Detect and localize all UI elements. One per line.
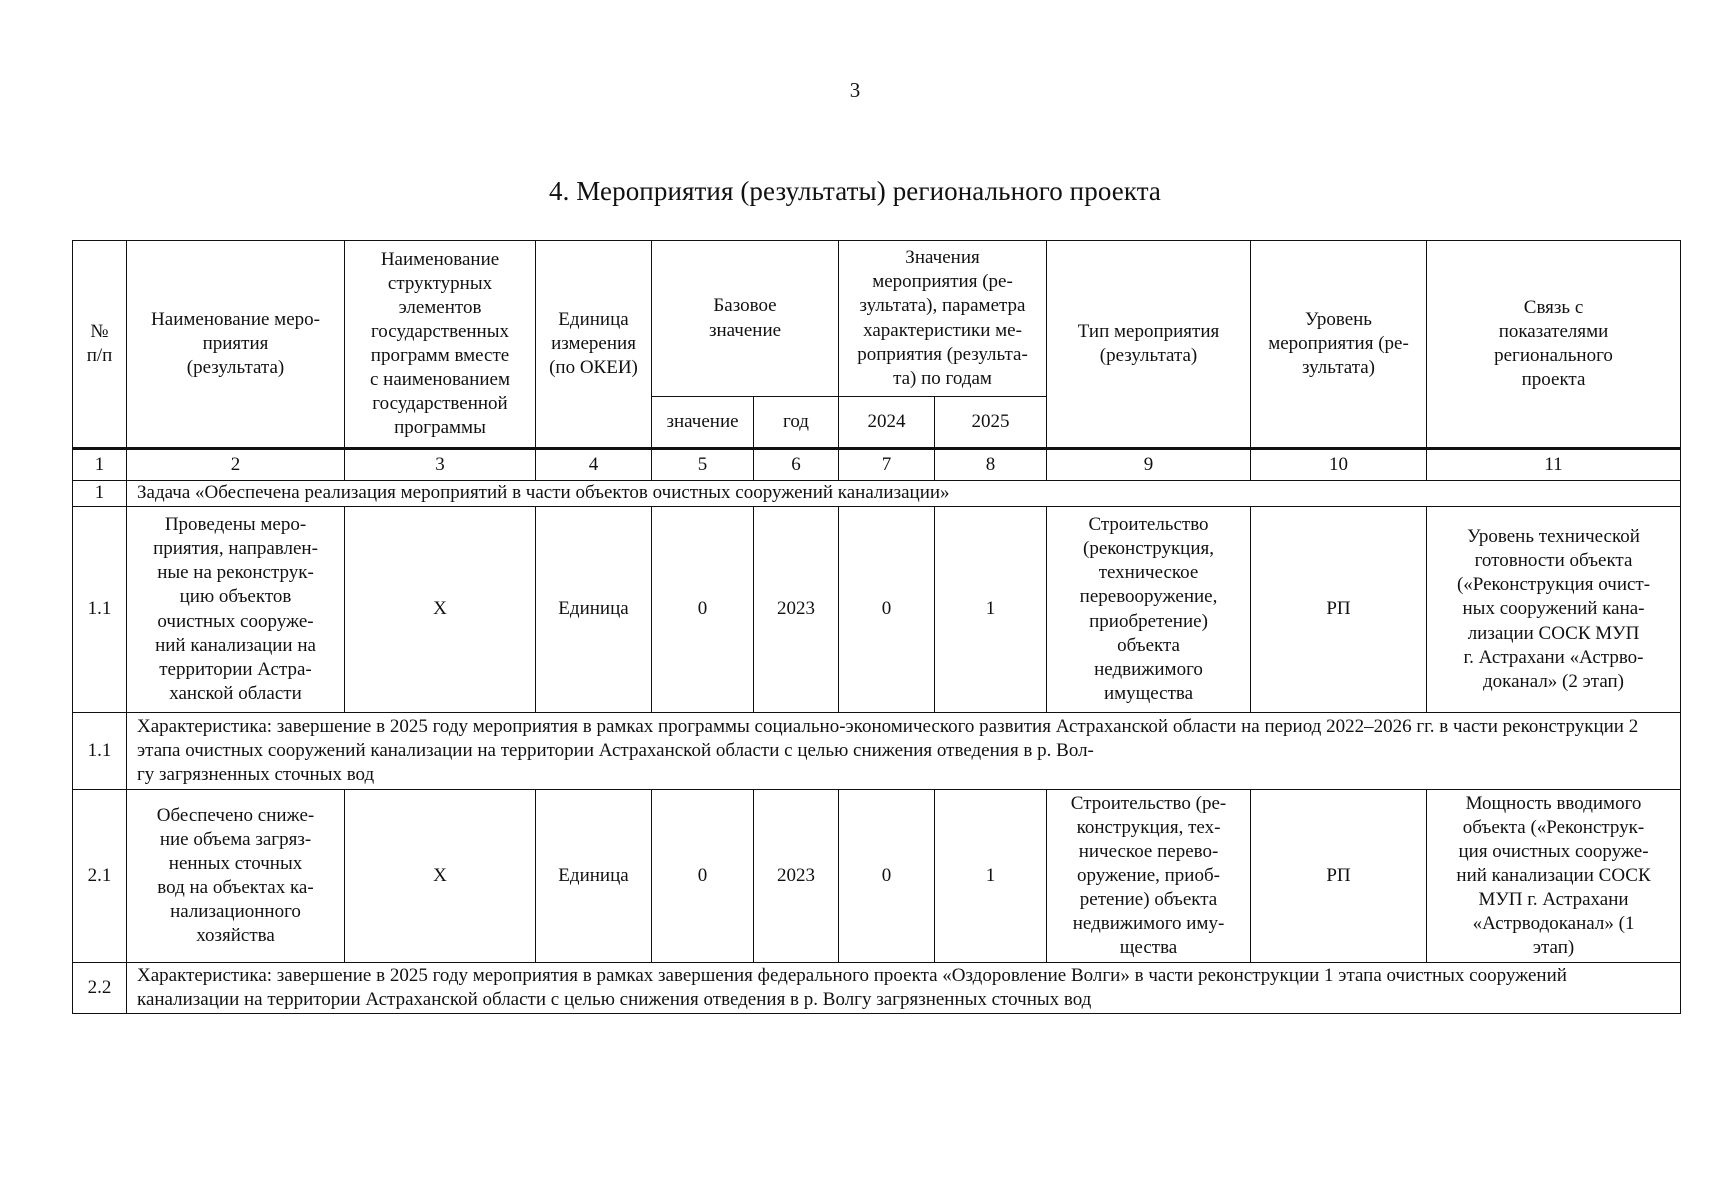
measure-name: Проведены меро- приятия, направлен- ные на реконструк- цию объектов очистных сооруже- ний канализации на территории Астра- ханской области — [127, 507, 345, 713]
measures-table — [72, 240, 1681, 1014]
header-cell-name: Наименование меро- приятия (результата) — [127, 241, 345, 449]
header-cell-base-value: значение — [652, 397, 754, 449]
measure-type: Строительство (реконструкция, техническое перевооружение, приобретение) объекта недвижимого имущества — [1047, 507, 1251, 713]
header-cell-level: Уровень мероприятия (ре- зультата) — [1251, 241, 1427, 449]
table-row — [73, 790, 1681, 963]
page-number: 3 — [849, 78, 861, 102]
task-text: Задача «Обеспечена реализация мероприятий в части объектов очистных сооружений канализации» — [127, 481, 1681, 507]
measure-name: Обеспечено сниже- ние объема загряз- ненных сточных вод на объектах ка- нализационного хозяйства — [127, 790, 345, 963]
value-2025-cell: 1 — [935, 507, 1047, 713]
header-cell-base-year: год — [754, 397, 839, 449]
characteristic-text: Характеристика: завершение в 2025 году мероприятия в рамках программы социально-экономического развития Астраханской области на период 2022–2026 гг. в части реконструкции 2 этапа очистных сооружений канализации на территории Астраханской области с целью снижения отведения в р. Вол- гу загрязненных сточных вод — [127, 713, 1681, 790]
column-number-row — [73, 449, 1681, 481]
column-number: 9 — [1047, 449, 1251, 481]
characteristic-number: 1.1 — [73, 713, 127, 790]
base-value-cell: 0 — [652, 790, 754, 963]
column-number: 8 — [935, 449, 1047, 481]
column-number: 11 — [1427, 449, 1681, 481]
measure-level: РП — [1251, 507, 1427, 713]
value-2024-cell: 0 — [839, 790, 935, 963]
table-row — [73, 507, 1681, 713]
row-number: 2.1 — [73, 790, 127, 963]
header-cell-struct: Наименование структурных элементов государственных программ вместе с наименованием государственной программы — [345, 241, 536, 449]
column-number: 7 — [839, 449, 935, 481]
measure-type: Строительство (ре- конструкция, тех- ническое перево- оружение, приоб- ретение) объекта недвижимого иму- щества — [1047, 790, 1251, 963]
row-number: 1.1 — [73, 507, 127, 713]
header-cell-link: Связь с показателями регионального проекта — [1427, 241, 1681, 449]
task-number: 1 — [73, 481, 127, 507]
value-2024-cell: 0 — [839, 507, 935, 713]
base-year-cell: 2023 — [754, 507, 839, 713]
header-cell-values: Значения мероприятия (ре- зультата), параметра характеристики ме- роприятия (результа- та) по годам — [839, 241, 1047, 397]
struct-element: X — [345, 507, 536, 713]
base-value-cell: 0 — [652, 507, 754, 713]
base-year-cell: 2023 — [754, 790, 839, 963]
header-cell-2024: 2024 — [839, 397, 935, 449]
column-number: 6 — [754, 449, 839, 481]
header-cell-num: № п/п — [73, 241, 127, 449]
struct-element: X — [345, 790, 536, 963]
unit-cell: Единица — [536, 507, 652, 713]
column-number: 10 — [1251, 449, 1427, 481]
column-number: 1 — [73, 449, 127, 481]
indicator-link: Мощность вводимого объекта («Реконструк- ция очистных сооруже- ний канализации СОСК МУП г. Астрахани «Астрводоканал» (1 этап) — [1427, 790, 1681, 963]
characteristic-row — [73, 713, 1681, 790]
characteristic-text: Характеристика: завершение в 2025 году мероприятия в рамках завершения федерального проекта «Оздоровление Волги» в части реконструкции 1 этапа очистных сооружений канализации на территории Астраханской области с целью снижения отведения в р. Волгу загрязненных сточных вод — [127, 963, 1681, 1014]
task-row — [73, 481, 1681, 507]
column-number: 4 — [536, 449, 652, 481]
header-row-1 — [73, 241, 1681, 397]
characteristic-number: 2.2 — [73, 963, 127, 1014]
value-2025-cell: 1 — [935, 790, 1047, 963]
column-number: 3 — [345, 449, 536, 481]
document-title: 4. Мероприятия (результаты) регионального проекта — [548, 176, 1162, 206]
measure-level: РП — [1251, 790, 1427, 963]
characteristic-row — [73, 963, 1681, 1014]
unit-cell: Единица — [536, 790, 652, 963]
indicator-link: Уровень технической готовности объекта («Реконструкция очист- ных сооружений кана- лизации СОСК МУП г. Астрахани «Астрво- доканал» (2 этап) — [1427, 507, 1681, 713]
header-cell-unit: Единица измерения (по ОКЕИ) — [536, 241, 652, 449]
column-number: 2 — [127, 449, 345, 481]
header-cell-base: Базовое значение — [652, 241, 839, 397]
header-cell-2025: 2025 — [935, 397, 1047, 449]
header-cell-type: Тип мероприятия (результата) — [1047, 241, 1251, 449]
column-number: 5 — [652, 449, 754, 481]
